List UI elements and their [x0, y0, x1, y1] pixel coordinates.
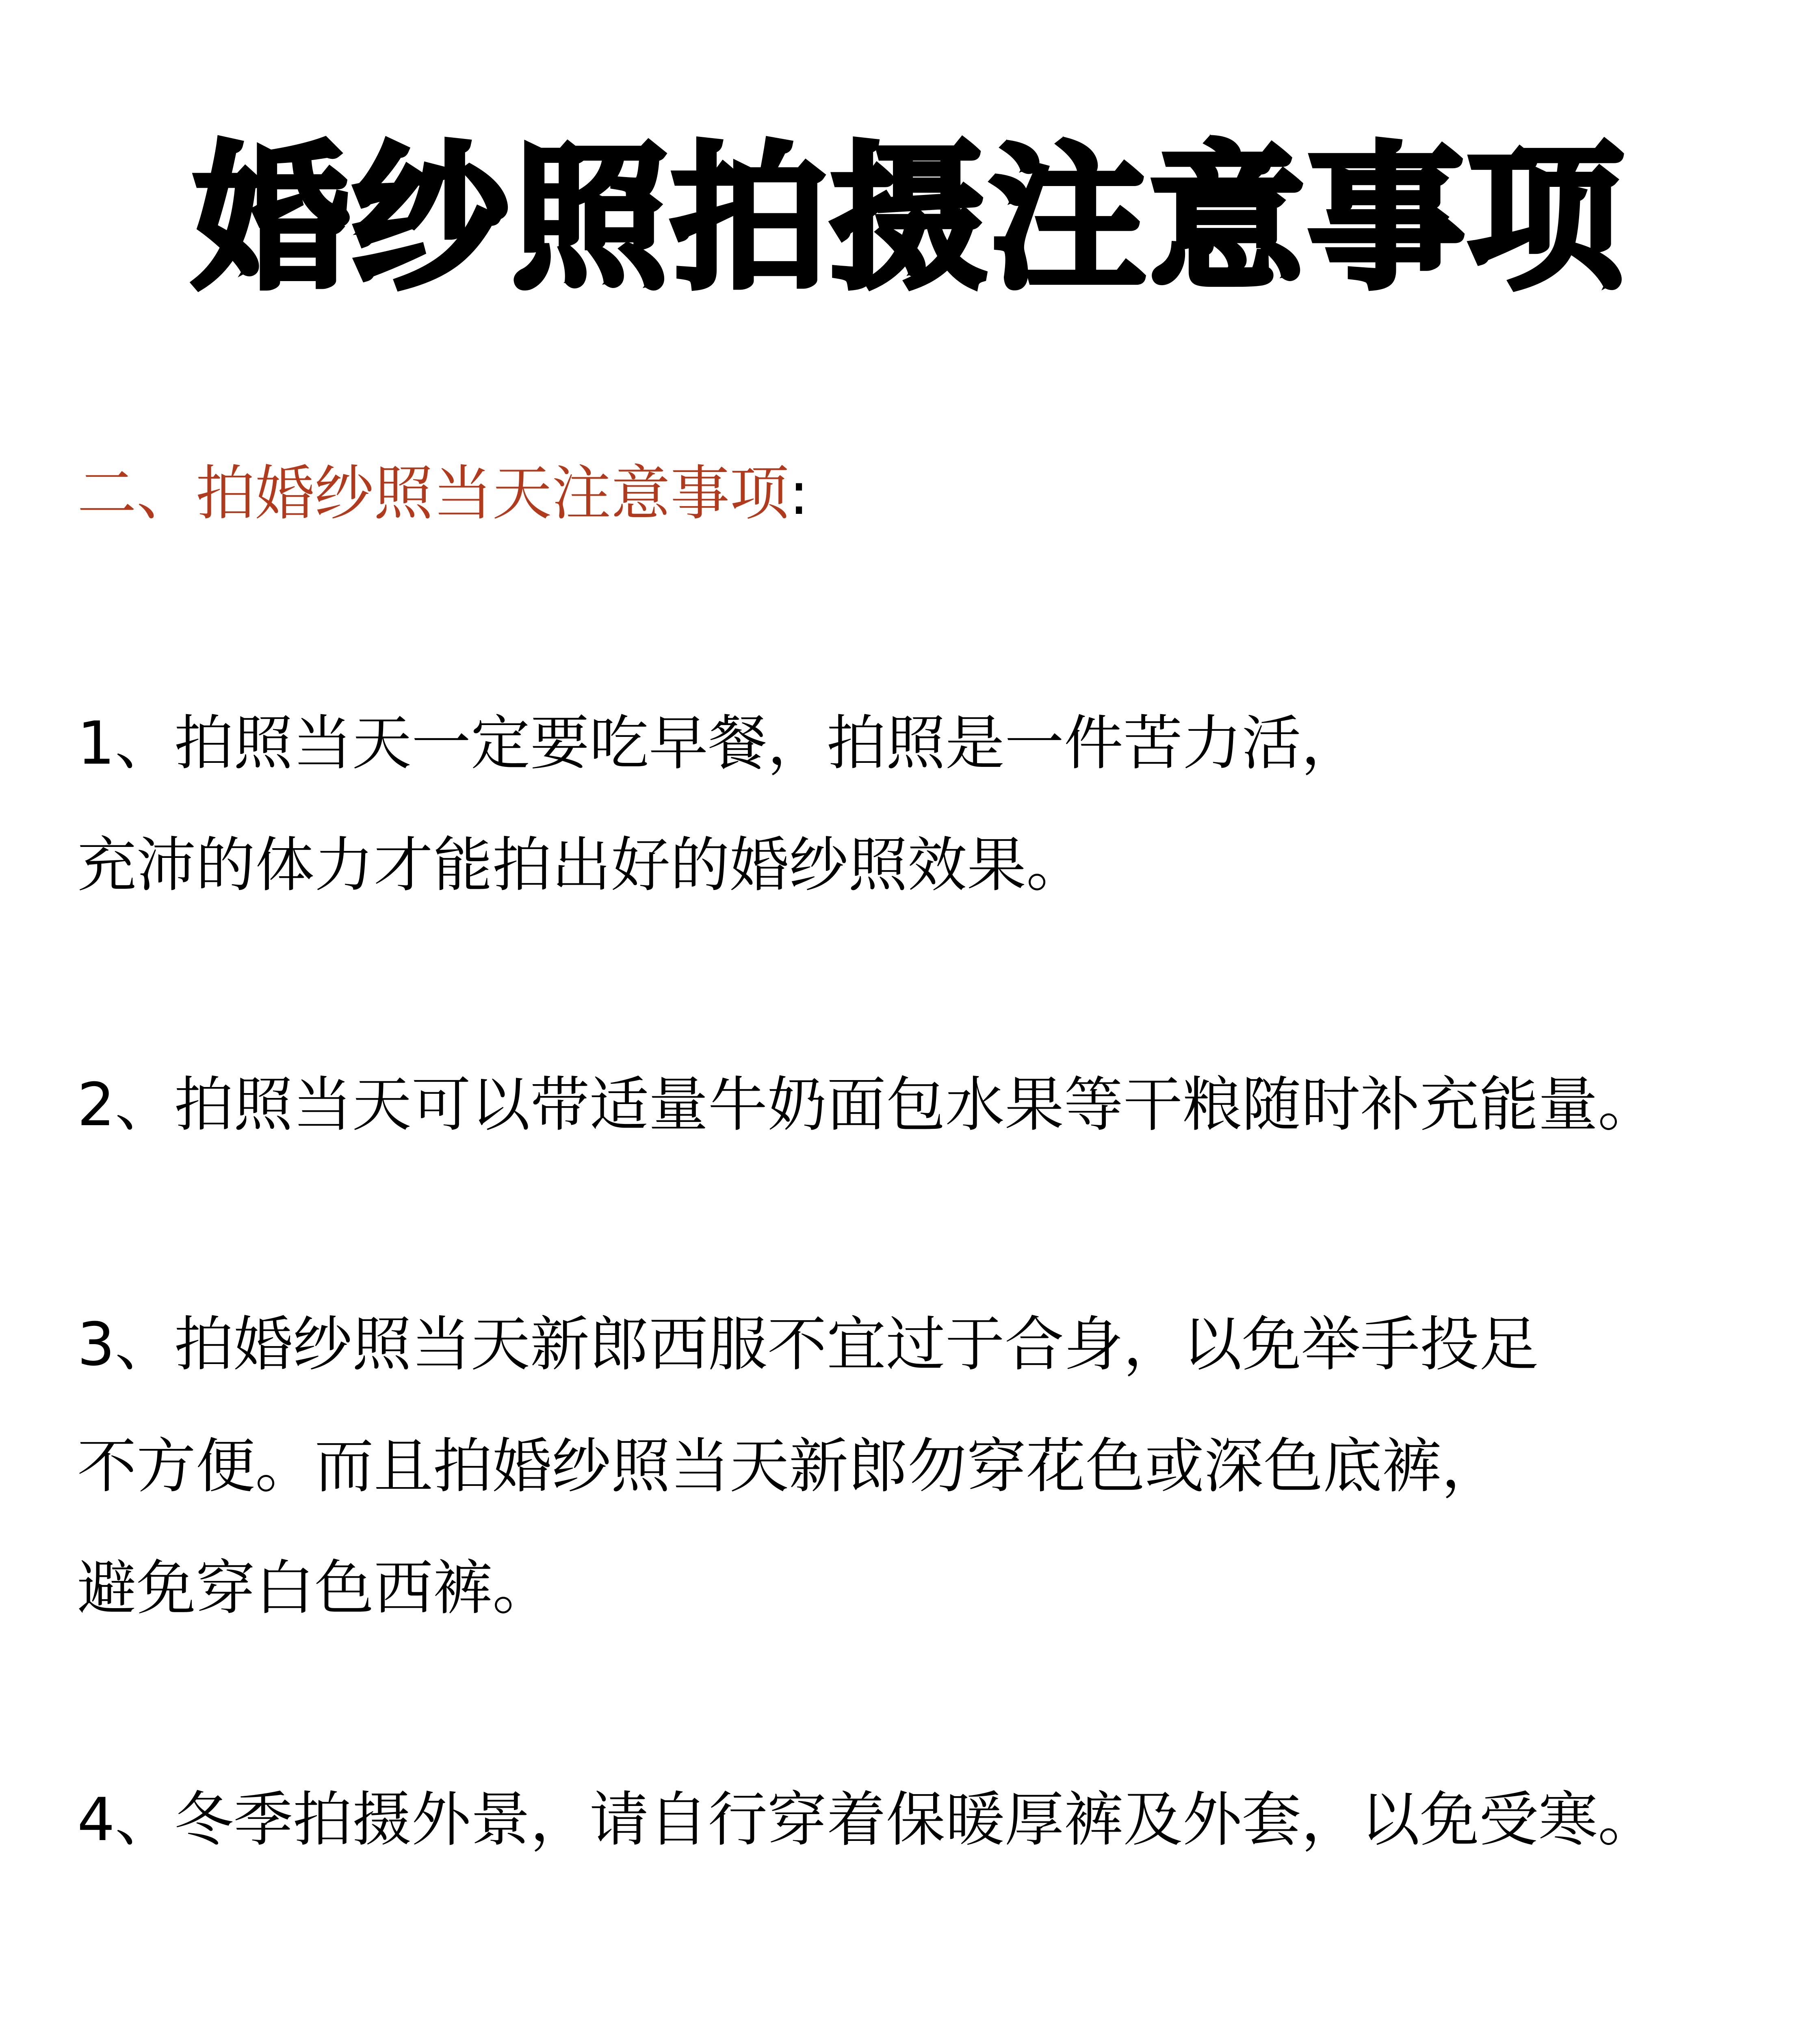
note-item-line: 充沛的体力才能拍出好的婚纱照效果。 — [77, 831, 1086, 900]
note-item-line: 4、冬季拍摄外景，请自行穿着保暖厚裤及外套，以免受寒。 — [77, 1785, 1657, 1854]
note-item-line: 不方便。而且拍婚纱照当天新郎勿穿花色或深色底裤， — [77, 1432, 1501, 1501]
section-heading-text: 二、拍婚纱照当天注意事项 — [77, 459, 789, 528]
note-item-line: 3、拍婚纱照当天新郎西服不宜过于合身，以免举手投足 — [77, 1310, 1538, 1379]
section-heading — [77, 457, 809, 530]
note-item-line: 1、拍照当天一定要吃早餐，拍照是一件苦力活， — [77, 709, 1361, 778]
note-item-3 — [77, 1284, 1538, 1649]
note-item-line: 2、拍照当天可以带适量牛奶面包水果等干粮随时补充能量。 — [77, 1070, 1657, 1139]
note-item-4 — [77, 1759, 1657, 1881]
note-item-1 — [77, 682, 1361, 926]
note-item-2 — [77, 1044, 1657, 1166]
page-title: 婚纱照拍摄注意事项 — [193, 128, 1627, 310]
note-item-line: 避免穿白色西裤。 — [77, 1554, 552, 1623]
section-heading-colon: : — [789, 459, 809, 528]
